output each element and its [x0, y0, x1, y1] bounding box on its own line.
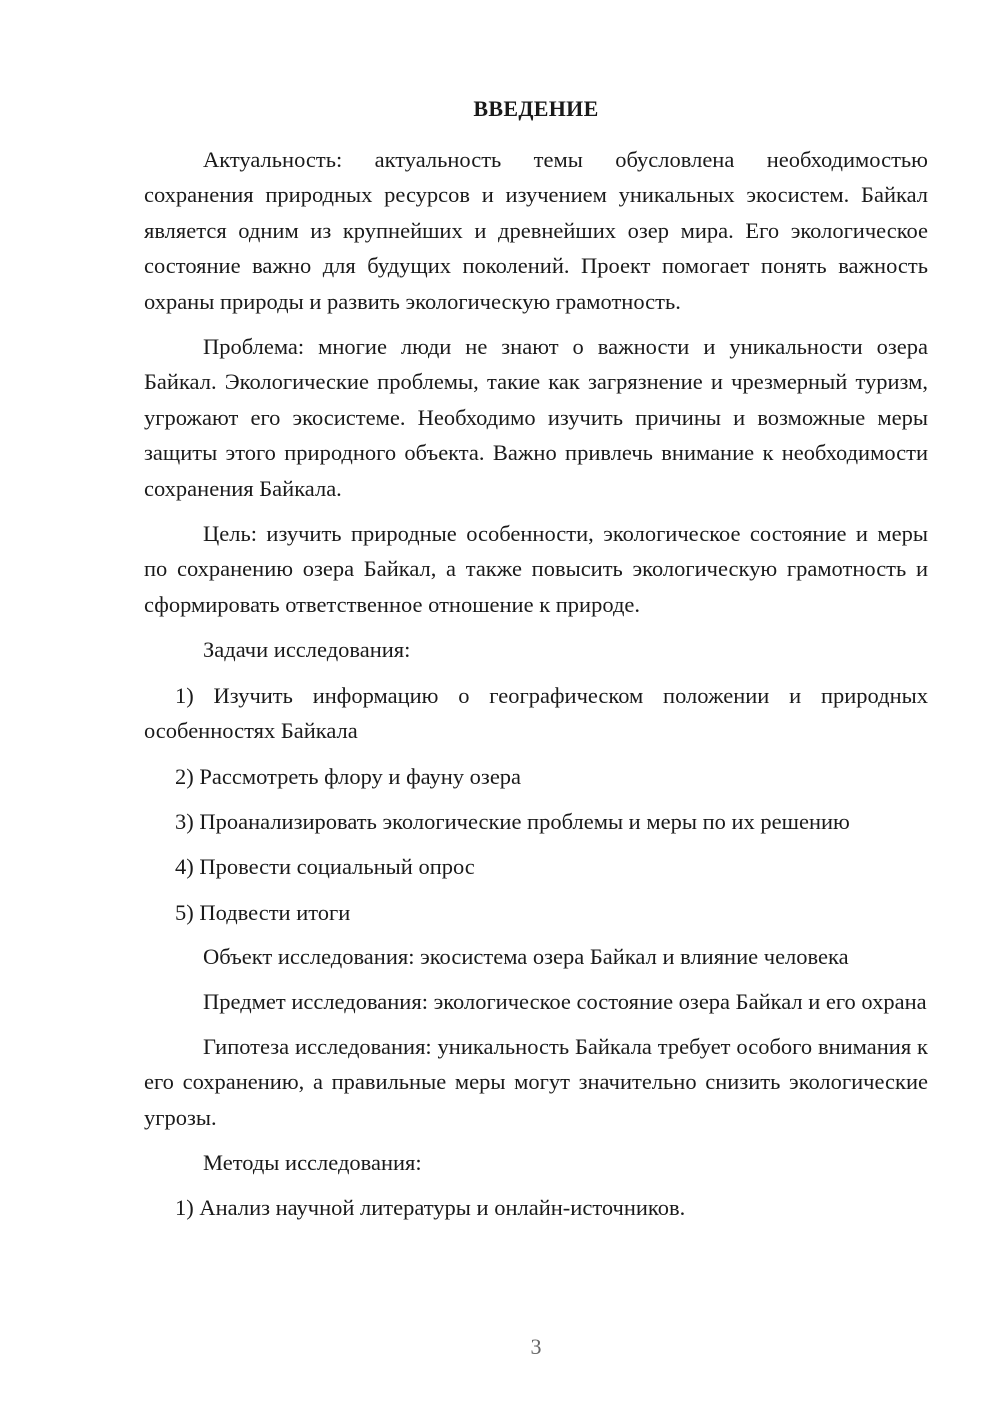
paragraph-object: Объект исследования: экосистема озера Байкал и влияние человека	[203, 944, 849, 970]
task-item-4: 4) Провести социальный опрос	[175, 854, 475, 880]
section-title: ВВЕДЕНИЕ	[473, 96, 599, 121]
method-item-1: 1) Анализ научной литературы и онлайн-источников.	[175, 1194, 686, 1220]
tasks-heading: Задачи исследования:	[203, 637, 411, 663]
task-item-5: 5) Подвести итоги	[175, 899, 351, 925]
document-body	[144, 142, 928, 1225]
page-number: 3	[530, 1334, 542, 1359]
paragraph-subject: Предмет исследования: экологическое состояние озера Байкал и его охрана	[203, 988, 927, 1014]
paragraph-hypothesis: Гипотеза исследования: уникальность Байкала требует особого внимания к его сохранению, а правильные меры могут значительно снизить экологические угрозы.	[144, 1033, 928, 1130]
methods-heading: Методы исследования:	[203, 1150, 422, 1176]
task-item-2: 2) Рассмотреть флору и фауну озера	[175, 763, 522, 789]
task-item-1: 1) Изучить информацию о географическом положении и природных особенностях Байкала	[144, 682, 928, 744]
task-item-3: 3) Проанализировать экологические проблемы и меры по их решению	[175, 808, 850, 834]
paragraph-goal: Цель: изучить природные особенности, экологическое состояние и меры по сохранению озера Байкал, а также повысить экологическую грамотность и сформировать ответственное отношение к природе.	[144, 521, 928, 617]
paragraph-relevance: Актуальность: актуальность темы обусловлена необходимостью сохранения природных ресурсов и изучением уникальных экосистем. Байкал является одним из крупнейших и древнейших озер мира. Его экологическое состояние важно для будущих поколений. Проект помогает понять важность охраны природы и развить экологическую грамотность.	[144, 147, 928, 314]
paragraph-problem: Проблема: многие люди не знают о важности и уникальности озера Байкал. Экологические проблемы, такие как загрязнение и чрезмерный туризм, угрожают его экосистеме. Необходимо изучить причины и возможные меры защиты этого природного объекта. Важно привлечь внимание к необходимости сохранения Байкала.	[144, 334, 928, 501]
